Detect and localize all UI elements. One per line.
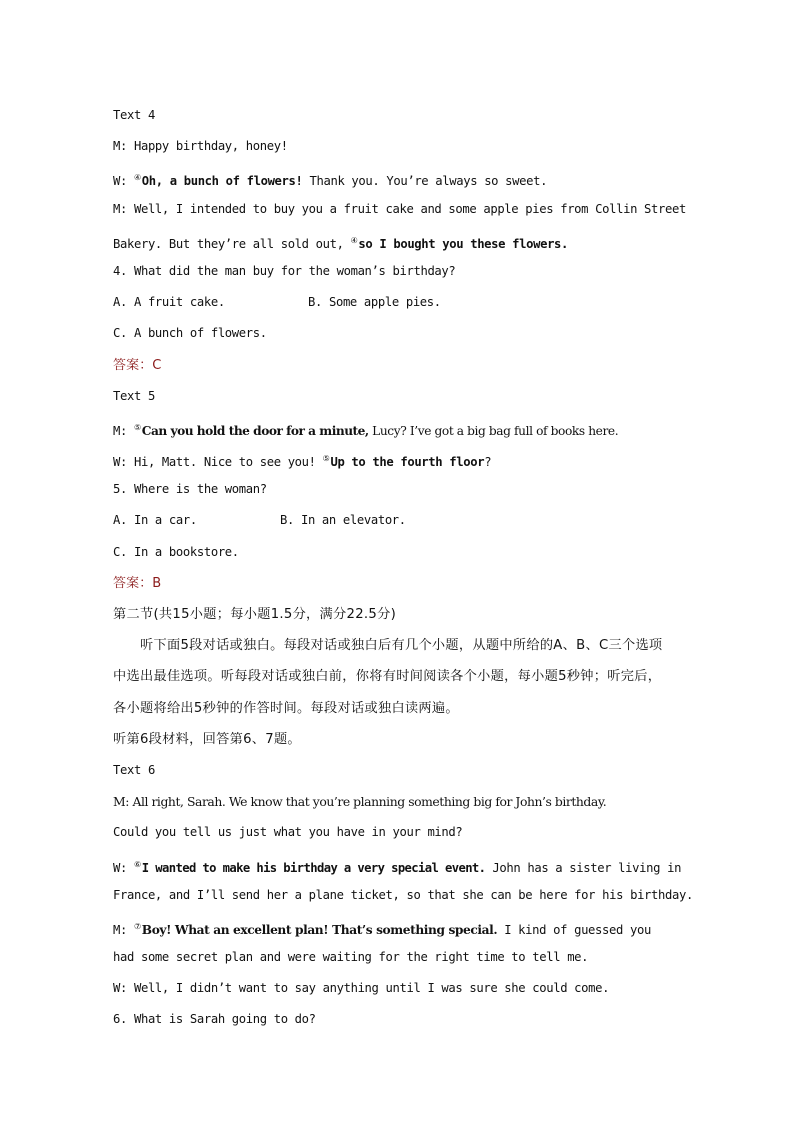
instructions-line-2: 中选出最佳选项。听每段对话或独白前，你将有时间阅读各个小题，每小题5秒钟；听完后， xyxy=(113,669,662,685)
dialogue-text: Bakery. But they’re all sold out, xyxy=(113,236,351,251)
option-a: A. A fruit cake. xyxy=(113,295,225,310)
text4-man-line-1: M: Happy birthday, honey! xyxy=(113,139,288,154)
text5-man-line-1 xyxy=(113,412,693,443)
question-5: 5. Where is the woman? xyxy=(113,482,267,497)
text6-man-line-2b: had some secret plan and were waiting for the right time to tell me. xyxy=(113,950,589,965)
option-b: B. In an elevator. xyxy=(280,513,406,528)
bold-cue-text: I wanted to make his birthday a very special event. xyxy=(141,860,486,875)
speaker-label: W: xyxy=(113,860,134,875)
bold-cue-text: Can you hold the door for a minute, xyxy=(141,423,369,438)
dialogue-text: Lucy? I’ve got a big bag full of books here. xyxy=(368,423,619,438)
question-6: 6. What is Sarah going to do? xyxy=(113,1012,316,1027)
document-page xyxy=(113,100,693,1036)
dialogue-text: Thank you. You’re always so sweet. xyxy=(302,174,548,189)
text4-heading: Text 4 xyxy=(113,108,155,122)
option-c: C. A bunch of flowers. xyxy=(113,326,267,341)
speaker-label: W: xyxy=(113,174,134,189)
instructions-line-3: 各小题将给出5秒钟的作答时间。每段对话或独白读两遍。 xyxy=(113,700,459,716)
text6-woman-line-1a xyxy=(113,849,693,880)
dialogue-text: W: Hi, Matt. Nice to see you! xyxy=(113,455,323,470)
dialogue-text: I kind of guessed you xyxy=(497,922,651,937)
question-5-options-ab xyxy=(113,505,693,536)
bold-cue-text: Boy! What an excellent plan! That’s something special. xyxy=(141,922,498,937)
text4-woman-line-1 xyxy=(113,162,693,193)
bold-cue-text: Up to the fourth floor xyxy=(330,455,485,470)
circled-number-marker: ⑦ xyxy=(133,921,141,931)
circled-number-marker: ④ xyxy=(133,173,141,183)
instructions-line-1: 听下面5段对话或独白。每段对话或独白后有几个小题，从题中所给的A、B、C三个选项 xyxy=(140,638,663,654)
dialogue-text: ? xyxy=(484,455,492,470)
question-4: 4. What did the man buy for the woman’s birthday? xyxy=(113,263,456,278)
text6-man-line-1a: M: All right, Sarah. We know that you’re planning something big for John’s birthday. xyxy=(113,794,607,810)
circled-number-marker: ⑤ xyxy=(322,454,330,464)
text5-woman-line-1 xyxy=(113,443,693,474)
circled-number-marker: ⑤ xyxy=(133,422,141,432)
circled-number-marker: ⑥ xyxy=(133,859,141,869)
speaker-label: M: xyxy=(113,922,134,937)
text4-man-line-2a: M: Well, I intended to buy you a fruit cake and some apple pies from Collin Street xyxy=(113,201,686,216)
bold-cue-text: Oh, a bunch of flowers! xyxy=(141,174,303,189)
answer-4: 答案：C xyxy=(113,357,162,373)
listen-note: 听第6段材料，回答第6、7题。 xyxy=(113,731,301,747)
section-title: 第二节(共15小题；每小题1.5分，满分22.5分) xyxy=(113,607,397,622)
option-b: B. Some apple pies. xyxy=(308,295,441,310)
dialogue-text: John has a sister living in xyxy=(485,860,682,875)
bold-cue-text: so I bought you these flowers. xyxy=(358,236,569,251)
question-4-options-ab xyxy=(113,287,693,318)
text6-man-line-2a xyxy=(113,911,693,942)
text6-heading: Text 6 xyxy=(113,762,155,777)
text6-woman-line-2: W: Well, I didn’t want to say anything until I was sure she could come. xyxy=(113,981,610,996)
option-a: A. In a car. xyxy=(113,513,197,528)
speaker-label: M: xyxy=(113,423,134,438)
text6-man-line-1b: Could you tell us just what you have in your mind? xyxy=(113,825,463,840)
answer-5: 答案：B xyxy=(113,575,162,591)
text4-man-line-2b xyxy=(113,225,693,256)
circled-number-marker: ④ xyxy=(350,235,358,245)
text5-heading: Text 5 xyxy=(113,388,155,403)
text6-woman-line-1b: France, and I’ll send her a plane ticket, so that she can be here for his birthday. xyxy=(113,887,693,902)
option-c: C. In a bookstore. xyxy=(113,544,239,559)
